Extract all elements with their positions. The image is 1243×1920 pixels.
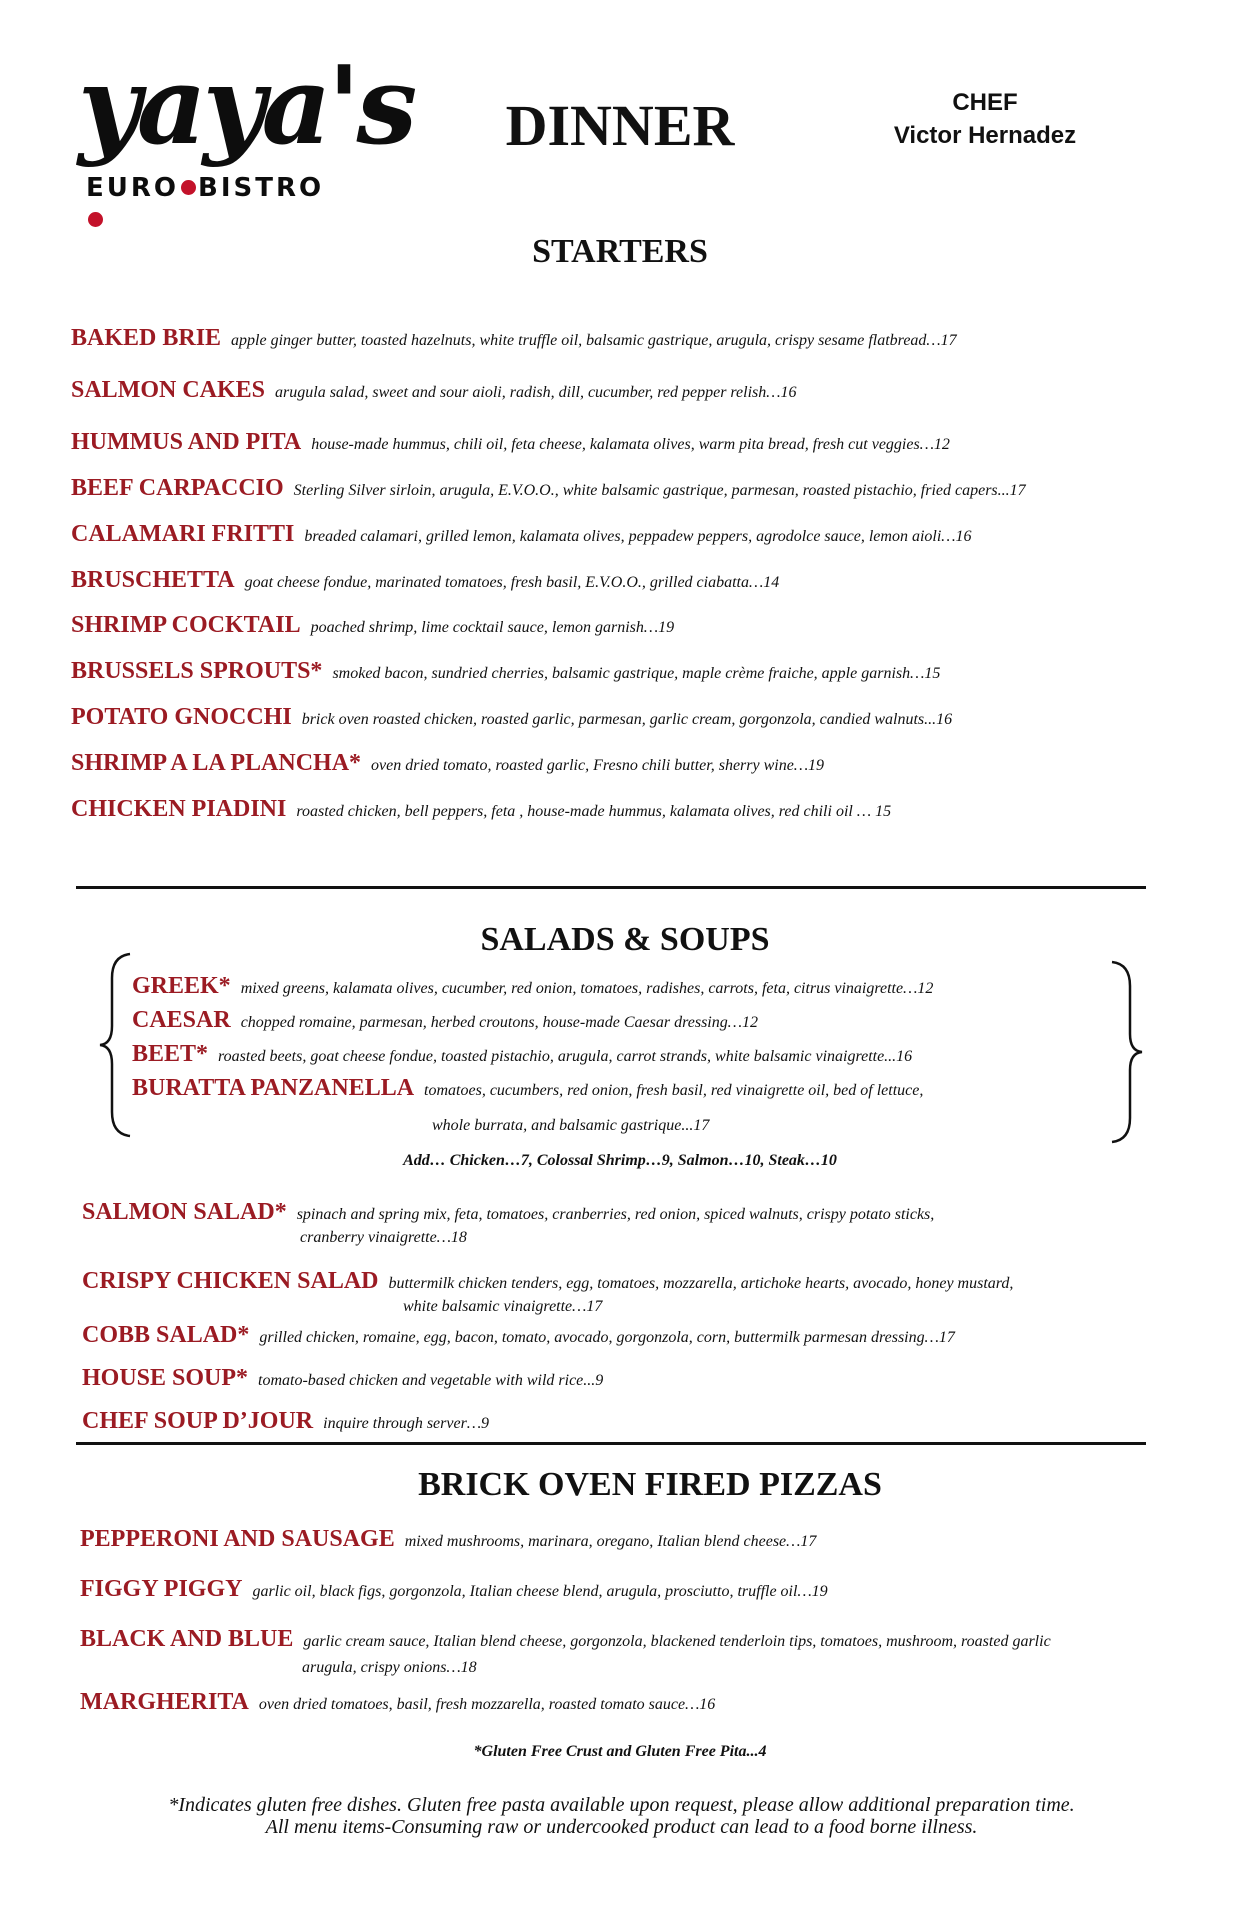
menu-item [80, 1688, 715, 1719]
menu-item-desc: breaded calamari, grilled lemon, kalamata olives, peppadew peppers, agrodolce sauce, lemon aioli…16 [304, 528, 972, 545]
menu-item-name: CAESAR [132, 1007, 231, 1033]
menu-item-continuation [403, 1293, 602, 1321]
menu-item-desc: chopped romaine, parmesan, herbed croutons, house-made Caesar dressing…12 [240, 1014, 758, 1031]
menu-item-name: POTATO GNOCCHI [71, 704, 292, 730]
menu-item-name: CALAMARI FRITTI [71, 521, 295, 547]
section-divider [76, 886, 1146, 889]
menu-item-name: CRISPY CHICKEN SALAD [82, 1268, 379, 1294]
page-title: DINNER [505, 93, 735, 158]
footer-disclaimer [60, 1794, 1183, 1838]
menu-item-desc: arugula salad, sweet and sour aioli, radish, dill, cucumber, red pepper relish…16 [275, 384, 797, 401]
chef-name: Victor Hernadez [893, 122, 1077, 149]
menu-item-name: SALMON SALAD* [82, 1199, 287, 1225]
section-divider [76, 1442, 1146, 1445]
menu-item-desc: brick oven roasted chicken, roasted garlic, parmesan, garlic cream, gorgonzola, candied walnuts...16 [301, 711, 953, 728]
menu-item-desc: oven dried tomato, roasted garlic, Fresno chili butter, sherry wine…19 [371, 757, 825, 774]
menu-item [71, 749, 824, 780]
logo-subtitle [86, 172, 326, 236]
menu-item-name: BAKED BRIE [71, 325, 222, 351]
menu-item-name: COBB SALAD* [82, 1322, 250, 1348]
menu-item-name: BRUSCHETTA [71, 567, 235, 593]
menu-item-desc: inquire through server…9 [323, 1415, 490, 1432]
restaurant-logo [78, 43, 414, 204]
menu-item-desc: spinach and spring mix, feta, tomatoes, cranberries, red onion, spiced walnuts, crispy potato sticks, [296, 1206, 935, 1223]
menu-item-desc: mixed greens, kalamata olives, cucumber, red onion, tomatoes, radishes, carrots, feta, citrus vinaigrette…12 [240, 980, 934, 997]
menu-item [82, 1407, 489, 1438]
red-dot-icon [88, 212, 103, 227]
menu-item [82, 1364, 603, 1395]
menu-item [71, 428, 950, 459]
menu-item-name: SALMON CAKES [71, 377, 266, 403]
menu-item-name: PEPPERONI AND SAUSAGE [80, 1526, 395, 1552]
menu-item-name: SHRIMP A LA PLANCHA* [71, 750, 362, 776]
footer-line: *Indicates gluten free dishes. Gluten free pasta available upon request, please allow additional preparation time. [168, 1794, 1075, 1816]
logo-sub-after: BISTRO [198, 173, 325, 203]
menu-item-desc: tomatoes, cucumbers, red onion, fresh basil, red vinaigrette oil, bed of lettuce, [424, 1082, 924, 1099]
menu-item [132, 1074, 923, 1105]
menu-item-desc: garlic cream sauce, Italian blend cheese, gorgonzola, blackened tenderloin tips, tomatoes, mushroom, roasted garlic [303, 1633, 1051, 1650]
chef-credit [860, 86, 1110, 152]
menu-item [71, 474, 1026, 505]
menu-item-desc: garlic oil, black figs, gorgonzola, Italian cheese blend, arugula, prosciutto, truffle oil…19 [252, 1583, 828, 1600]
menu-item-desc: tomato-based chicken and vegetable with wild rice...9 [258, 1372, 604, 1389]
menu-item-desc: house-made hummus, chili oil, feta cheese, kalamata olives, warm pita bread, fresh cut veggies…12 [311, 436, 950, 453]
menu-item-desc: mixed mushrooms, marinara, oregano, Italian blend cheese…17 [404, 1533, 817, 1550]
menu-item [132, 1040, 912, 1071]
menu-item-desc: poached shrimp, lime cocktail sauce, lemon garnish…19 [310, 619, 675, 636]
menu-item-name: BRUSSELS SPROUTS* [71, 658, 323, 684]
menu-item-desc: oven dried tomatoes, basil, fresh mozzarella, roasted tomato sauce…16 [258, 1696, 716, 1713]
menu-item [71, 324, 957, 355]
chef-label: CHEF [952, 89, 1018, 116]
menu-item-name: CHEF SOUP D’JOUR [82, 1408, 314, 1434]
menu-item-name: GREEK* [132, 973, 231, 999]
menu-item-name: BLACK AND BLUE [80, 1626, 294, 1652]
gluten-free-note: *Gluten Free Crust and Gluten Free Pita...4 [473, 1743, 767, 1760]
menu-item-continuation [302, 1654, 477, 1682]
section-title-salads: SALADS & SOUPS [480, 921, 770, 958]
menu-item [71, 520, 972, 551]
menu-item-desc: roasted beets, goat cheese fondue, toasted pistachio, arugula, carrot strands, white balsamic vinaigrette...16 [218, 1048, 913, 1065]
menu-item-desc: Sterling Silver sirloin, arugula, E.V.O.O., white balsamic gastrique, parmesan, roasted pistachio, fried capers...17 [293, 482, 1026, 499]
menu-item-desc: grilled chicken, romaine, egg, bacon, tomato, avocado, gorgonzola, corn, buttermilk parmesan dressing…17 [259, 1329, 955, 1346]
menu-item-desc: white balsamic vinaigrette…17 [403, 1298, 603, 1315]
menu-item [82, 1321, 955, 1352]
menu-item [132, 1006, 758, 1037]
menu-item [71, 657, 940, 688]
menu-item-name: FIGGY PIGGY [80, 1576, 243, 1602]
menu-item [71, 703, 952, 734]
menu-item [71, 566, 779, 597]
menu-item-continuation [300, 1224, 467, 1252]
add-protein-note: Add… Chicken…7, Colossal Shrimp…9, Salmon…10, Steak…10 [403, 1152, 837, 1169]
menu-item-continuation [432, 1112, 709, 1140]
menu-item-desc: arugula, crispy onions…18 [302, 1659, 477, 1676]
menu-item-name: SHRIMP COCKTAIL [71, 612, 301, 638]
menu-item [82, 1198, 934, 1229]
menu-item-name: CHICKEN PIADINI [71, 796, 287, 822]
logo-script: yaya's [78, 43, 414, 169]
menu-item-name: HOUSE SOUP* [82, 1365, 249, 1391]
menu-item [80, 1575, 828, 1606]
menu-item-desc: apple ginger butter, toasted hazelnuts, white truffle oil, balsamic gastrique, arugula, crispy sesame flatbread…17 [231, 332, 957, 349]
menu-item [80, 1525, 816, 1556]
menu-item-desc: buttermilk chicken tenders, egg, tomatoes, mozzarella, artichoke hearts, avocado, honey mustard, [388, 1275, 1014, 1292]
section-title-starters: STARTERS [532, 233, 708, 270]
menu-item-desc: roasted chicken, bell peppers, feta , house-made hummus, kalamata olives, red chili oil … 15 [296, 803, 892, 820]
logo-sub-before: EURO [86, 173, 179, 203]
menu-item [71, 611, 674, 642]
menu-item-desc: goat cheese fondue, marinated tomatoes, fresh basil, E.V.O.O., grilled ciabatta…14 [244, 574, 780, 591]
menu-item-name: BEET* [132, 1041, 209, 1067]
menu-item [132, 972, 933, 1003]
menu-item-desc: cranberry vinaigrette…18 [300, 1229, 467, 1246]
left-brace-icon [96, 950, 136, 1140]
menu-item-name: BURATTA PANZANELLA [132, 1075, 415, 1101]
menu-item-desc: whole burrata, and balsamic gastrique...17 [432, 1117, 710, 1134]
menu-item-name: MARGHERITA [80, 1689, 249, 1715]
section-title-pizzas: BRICK OVEN FIRED PIZZAS [418, 1466, 882, 1503]
menu-item [71, 376, 797, 407]
menu-item-desc: smoked bacon, sundried cherries, balsamic gastrique, maple crème fraiche, apple garnish…15 [332, 665, 941, 682]
menu-item-name: HUMMUS AND PITA [71, 429, 302, 455]
menu-item [80, 1625, 1051, 1656]
menu-item [71, 795, 891, 826]
menu-item-name: BEEF CARPACCIO [71, 475, 284, 501]
right-brace-icon [1106, 958, 1146, 1146]
red-dot-icon [181, 180, 196, 195]
footer-line: All menu items-Consuming raw or undercooked product can lead to a food borne illness. [265, 1816, 978, 1838]
